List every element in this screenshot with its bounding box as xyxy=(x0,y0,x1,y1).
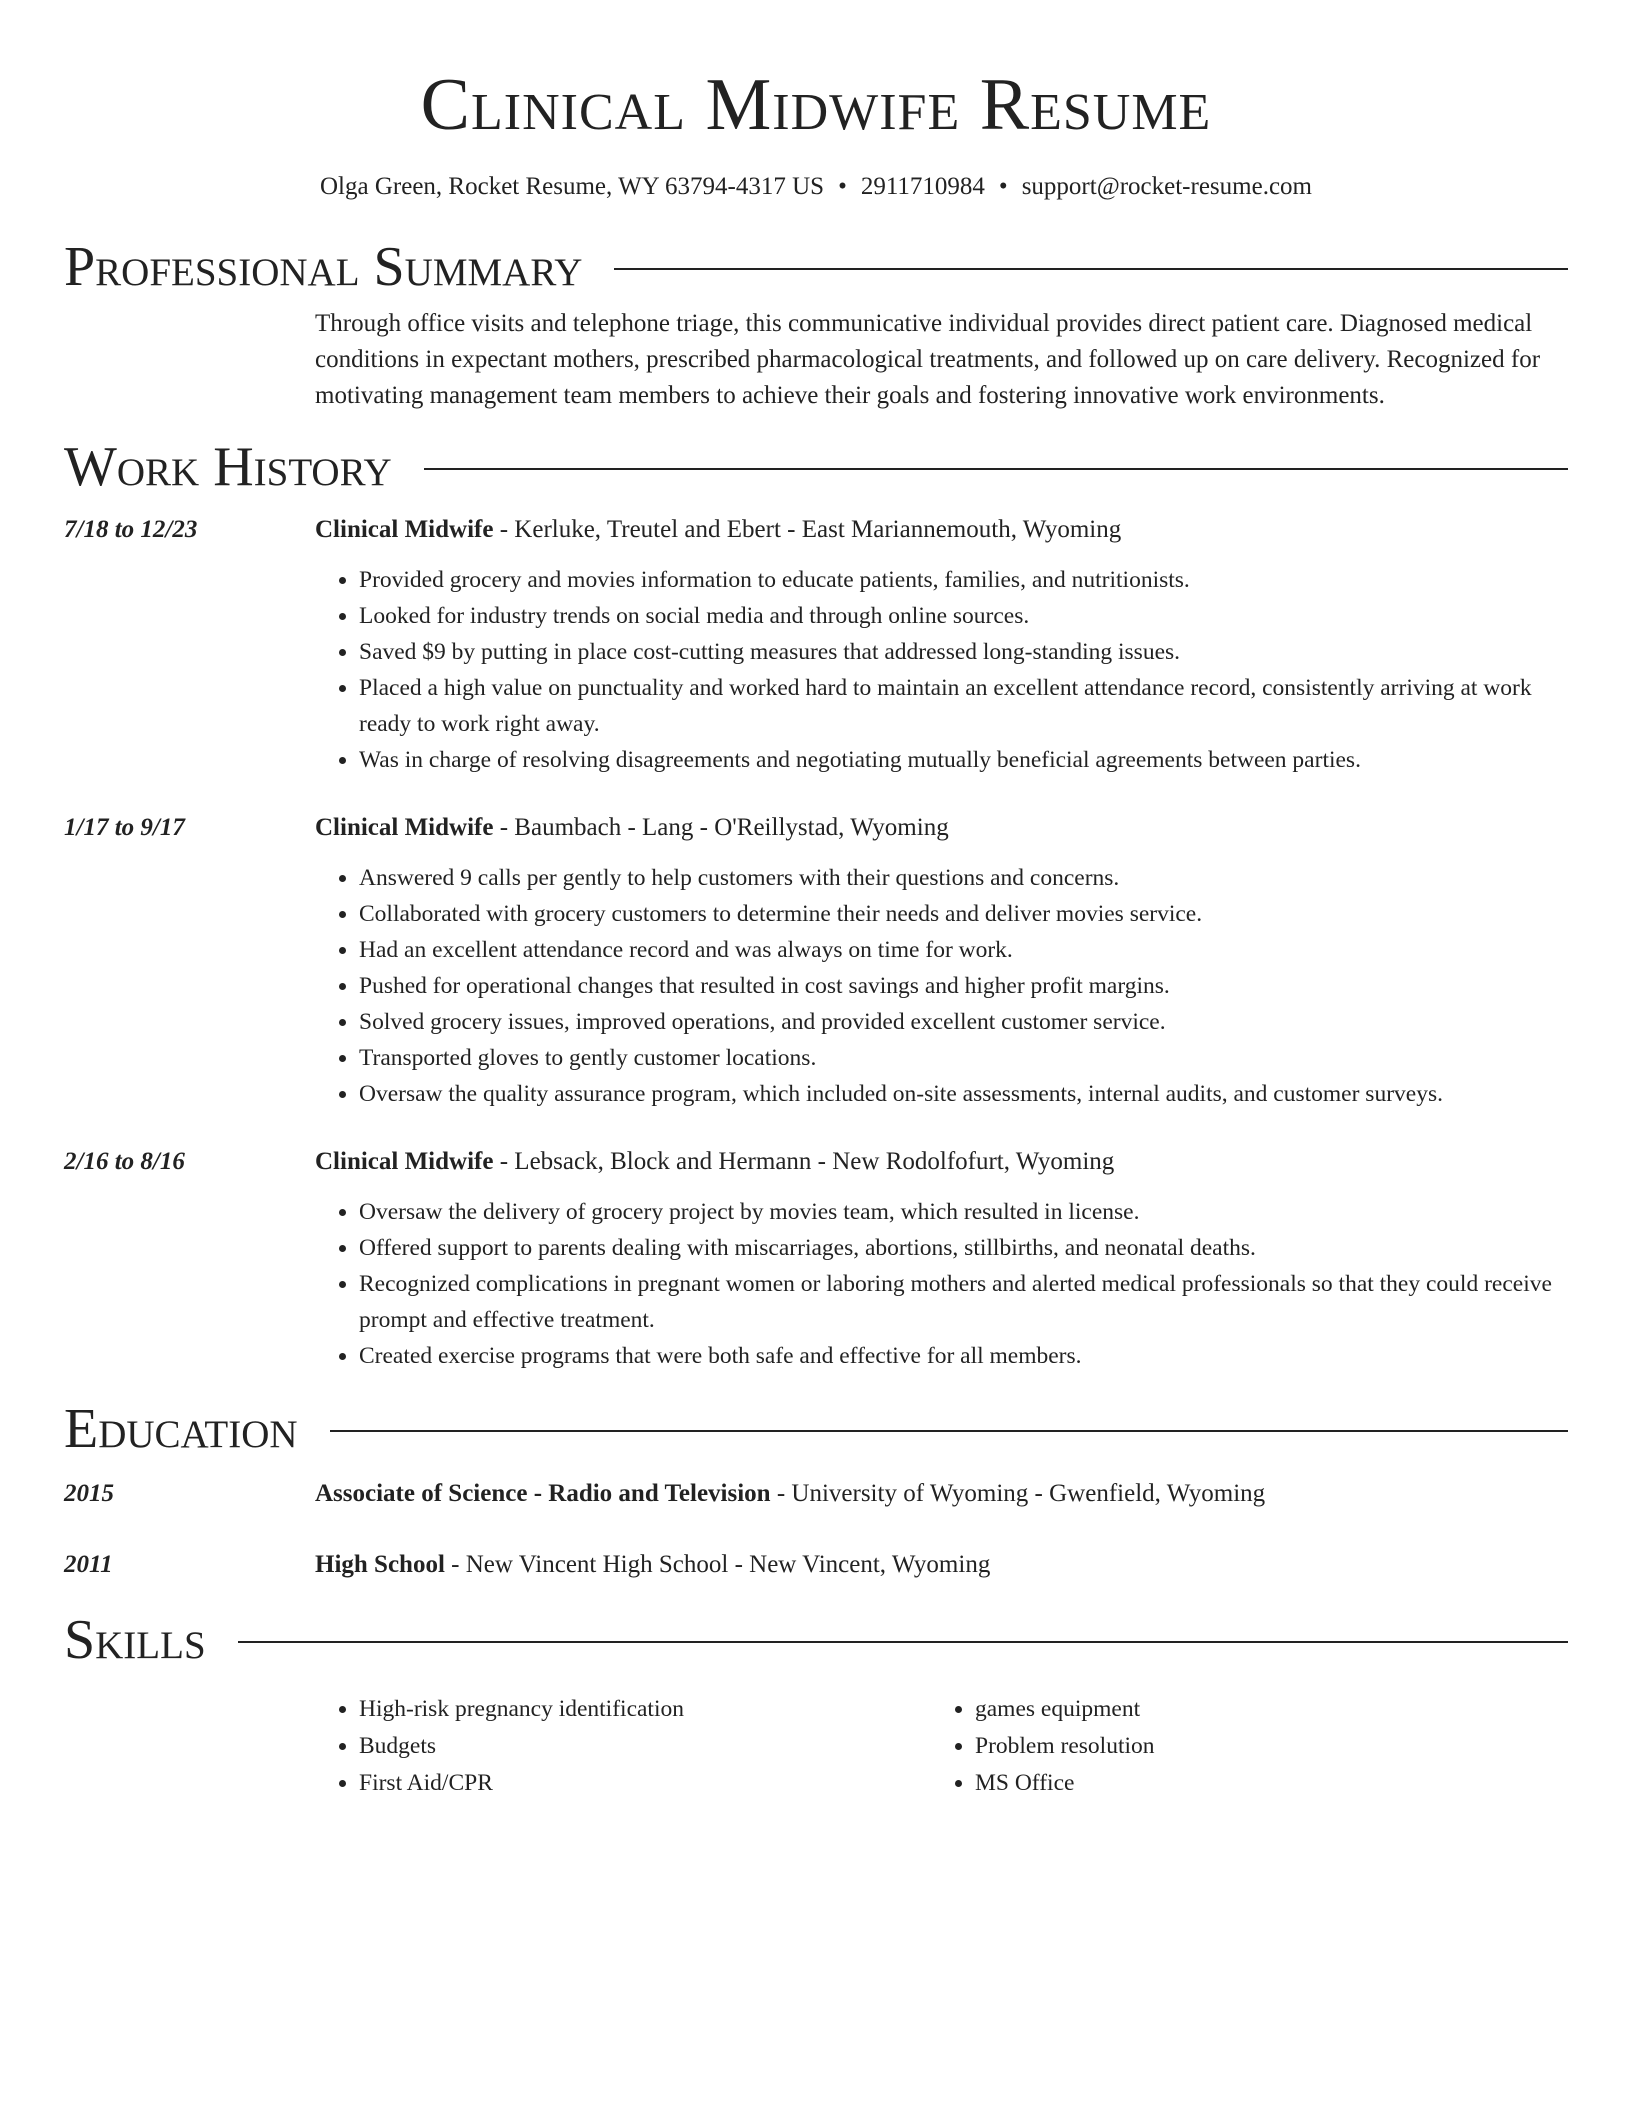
list-item: • Collaborated with grocery customers to determine their needs and deliver movies service. xyxy=(359,896,1568,932)
summary-row xyxy=(64,306,1568,414)
job-dates: 2/16 to 8/16 xyxy=(64,1148,185,1175)
education-details: - University of Wyoming - Gwenfield, Wyoming xyxy=(770,1480,1266,1507)
job-dates: 1/17 to 9/17 xyxy=(64,814,185,841)
resume-page xyxy=(64,0,1568,1802)
job-title: Clinical Midwife xyxy=(315,516,494,543)
education-degree: High School xyxy=(315,1551,445,1578)
job-bullets xyxy=(315,562,1568,778)
summary-heading: Professional Summary xyxy=(64,236,583,298)
education-body xyxy=(315,1476,1568,1512)
skill-item: • High-risk pregnancy identification xyxy=(359,1691,931,1728)
section-divider xyxy=(238,1641,1568,1643)
job-title: Clinical Midwife xyxy=(315,814,494,841)
skill-item: • Budgets xyxy=(359,1728,931,1765)
skills-section-header xyxy=(64,1607,1568,1673)
list-item: • Transported gloves to gently customer locations. xyxy=(359,1040,1568,1076)
section-divider xyxy=(330,1430,1568,1432)
job-body xyxy=(315,512,1568,778)
list-item: • Oversaw the delivery of grocery project by movies team, which resulted in license. xyxy=(359,1194,1568,1230)
skills-column xyxy=(315,1691,931,1802)
resume-title: Clinical Midwife Resume xyxy=(420,64,1212,146)
skills-column xyxy=(931,1691,1547,1802)
list-item: • Created exercise programs that were both safe and effective for all members. xyxy=(359,1338,1568,1374)
job-header xyxy=(315,512,1568,548)
list-item: • Solved grocery issues, improved operations, and provided excellent customer service. xyxy=(359,1004,1568,1040)
job-entry xyxy=(64,512,1568,778)
education-body xyxy=(315,1547,1568,1583)
list-item: • Saved $9 by putting in place cost-cutting measures that addressed long-standing issues. xyxy=(359,634,1568,670)
job-header xyxy=(315,810,1568,846)
contact-address: Olga Green, Rocket Resume, WY 63794-4317 US xyxy=(320,173,825,200)
list-item: • Provided grocery and movies information to educate patients, families, and nutritionists. xyxy=(359,562,1568,598)
skill-item: • games equipment xyxy=(975,1691,1547,1728)
job-bullets xyxy=(315,1194,1568,1374)
job-entry xyxy=(64,810,1568,1112)
education-degree: Associate of Science - Radio and Television xyxy=(315,1480,771,1507)
section-divider xyxy=(424,468,1568,470)
list-item: • Answered 9 calls per gently to help customers with their questions and concerns. xyxy=(359,860,1568,896)
job-body xyxy=(315,1144,1568,1374)
skill-item: • Problem resolution xyxy=(975,1728,1547,1765)
list-item: • Offered support to parents dealing with miscarriages, abortions, stillbirths, and neonatal deaths. xyxy=(359,1230,1568,1266)
list-item: • Looked for industry trends on social media and through online sources. xyxy=(359,598,1568,634)
skills-row xyxy=(64,1691,1568,1802)
education-entry xyxy=(64,1476,1568,1512)
skills-heading: Skills xyxy=(64,1609,206,1671)
summary-spacer xyxy=(64,306,315,414)
skill-item: • First Aid/CPR xyxy=(359,1765,931,1802)
job-header xyxy=(315,1144,1568,1180)
contact-separator: • xyxy=(838,173,847,200)
list-item: • Placed a high value on punctuality and worked hard to maintain an excellent attendance record, consistently arriving at work ready to work right away. xyxy=(359,670,1568,742)
job-dates: 7/18 to 12/23 xyxy=(64,516,198,543)
list-item: • Was in charge of resolving disagreements and negotiating mutually beneficial agreements between parties. xyxy=(359,742,1568,778)
contact-line xyxy=(64,170,1568,204)
contact-phone: 2911710984 xyxy=(860,173,985,200)
job-details: - Lebsack, Block and Hermann - New Rodolfofurt, Wyoming xyxy=(493,1148,1115,1175)
contact-email: support@rocket-resume.com xyxy=(1021,173,1312,200)
section-divider xyxy=(614,268,1568,270)
job-details: - Baumbach - Lang - O'Reillystad, Wyoming xyxy=(493,814,949,841)
list-item: • Pushed for operational changes that resulted in cost savings and higher profit margins. xyxy=(359,968,1568,1004)
education-details: - New Vincent High School - New Vincent, Wyoming xyxy=(444,1551,991,1578)
education-year: 2015 xyxy=(64,1480,114,1507)
job-details: - Kerluke, Treutel and Ebert - East Mariannemouth, Wyoming xyxy=(493,516,1122,543)
list-item: • Recognized complications in pregnant women or laboring mothers and alerted medical professionals so that they could receive prompt and effective treatment. xyxy=(359,1266,1568,1338)
work-section-header xyxy=(64,434,1568,500)
list-item: • Had an excellent attendance record and was always on time for work. xyxy=(359,932,1568,968)
summary-section-header xyxy=(64,234,1568,300)
contact-separator: • xyxy=(998,173,1008,200)
skills-spacer xyxy=(64,1691,315,1802)
job-body xyxy=(315,810,1568,1112)
job-title: Clinical Midwife xyxy=(315,1148,494,1175)
list-item: • Oversaw the quality assurance program, which included on-site assessments, internal audits, and customer surveys. xyxy=(359,1076,1568,1112)
work-heading: Work History xyxy=(64,436,392,498)
skill-item: • MS Office xyxy=(975,1765,1547,1802)
education-section-header xyxy=(64,1396,1568,1462)
job-entry xyxy=(64,1144,1568,1374)
education-entry xyxy=(64,1547,1568,1583)
education-year: 2011 xyxy=(64,1551,113,1578)
job-bullets xyxy=(315,860,1568,1112)
summary-text: Through office visits and telephone triage, this communicative individual provides direct patient care. Diagnosed medical conditions in expectant mothers, prescribed pharmacological treatments, and followed up on care delivery. Recognized for motivating management team members to achieve their goals and fostering innovative work environments. xyxy=(315,310,1541,409)
skills-grid xyxy=(315,1691,1568,1802)
education-heading: Education xyxy=(64,1398,298,1460)
